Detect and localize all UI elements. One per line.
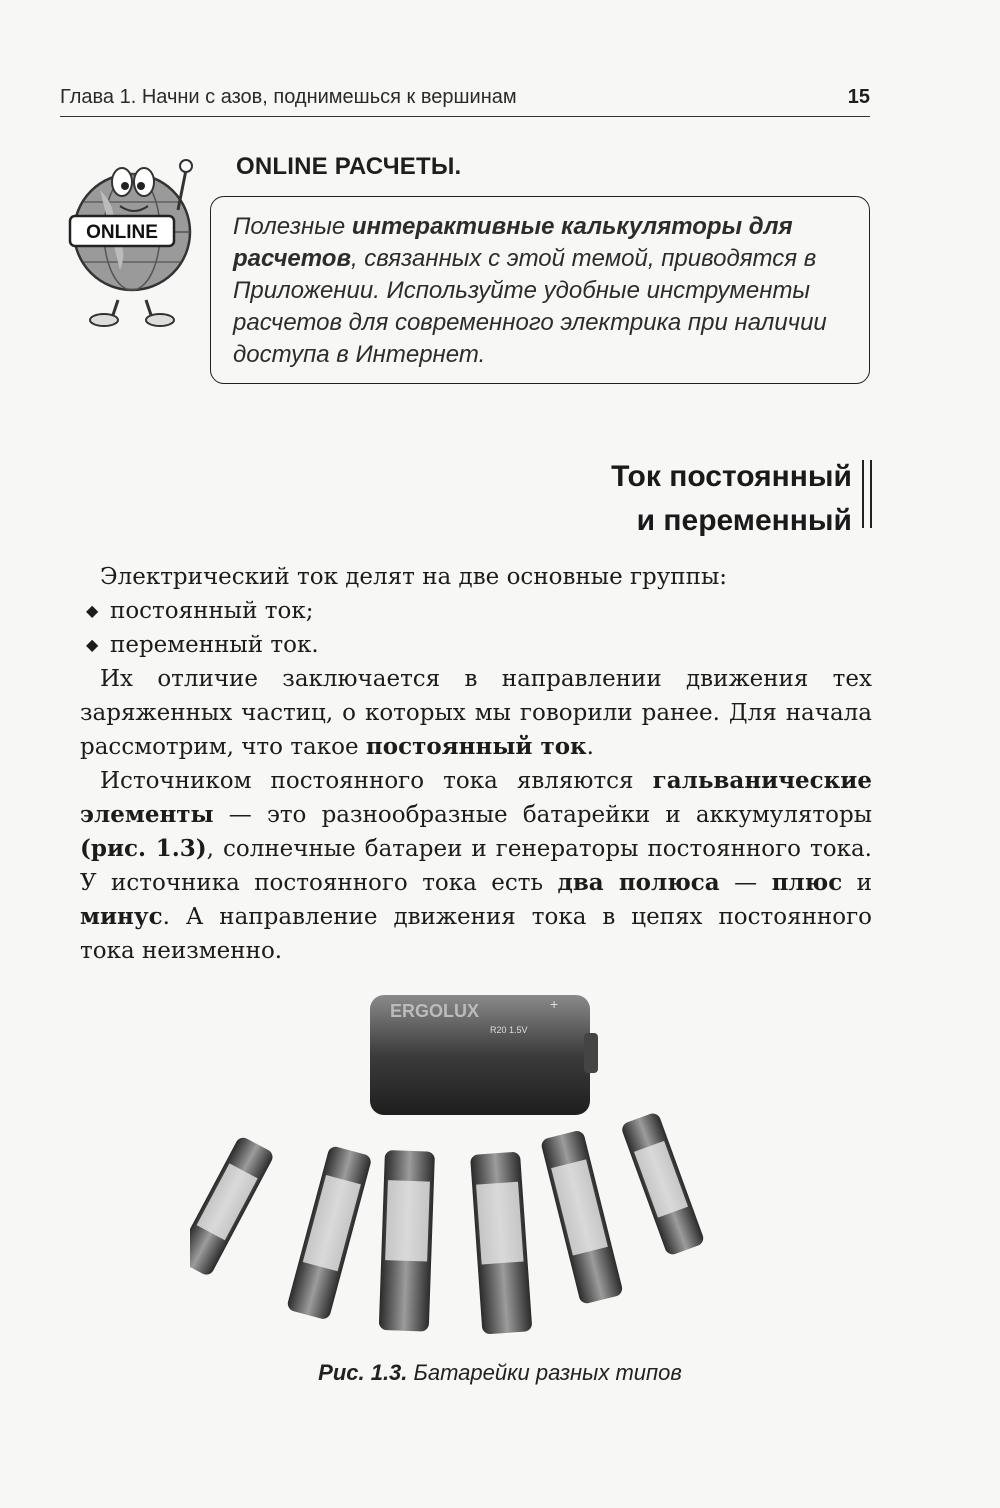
big-battery bbox=[370, 995, 598, 1115]
online-callout-box bbox=[210, 196, 870, 384]
section-heading-line-2: и переменный bbox=[636, 504, 852, 537]
battery bbox=[620, 1111, 705, 1256]
battery bbox=[286, 1145, 372, 1321]
paragraph-dc-sources: Источником постоянного тока являются гальванические элементы — это разнообразные батарейки и аккумуляторы (рис. 1.3), солнечные батареи и генераторы постоянного тока. У источника постоянного тока есть два полюса — плюс и минус. А направление движения тока в цепях постоянного тока неизменно. bbox=[80, 767, 872, 964]
section-heading-line-1: Ток постоянный bbox=[611, 460, 852, 493]
intro-paragraph: Электрический ток делят на две основные группы: bbox=[100, 564, 728, 590]
figure-caption: Рис. 1.3. Батарейки разных типов bbox=[318, 1360, 682, 1385]
battery bbox=[190, 1135, 275, 1277]
paragraph-difference: Их отличие заключается в направлении движения тех заряженных частиц, о которых мы говорили ранее. Для начала рассмотрим, что такое постоянный ток. bbox=[80, 666, 872, 760]
page-number: 15 bbox=[847, 86, 870, 108]
online-badge-text: ONLINE bbox=[86, 222, 158, 243]
big-battery-plus: + bbox=[550, 996, 559, 1012]
online-callout-text: Полезные интерактивные калькуляторы для расчетов, связанных с этой темой, приводятся в Приложении. Используйте удобные инструменты расчетов для современного электрика при наличии доступа в Интернет. bbox=[233, 213, 827, 368]
heading-double-bar bbox=[862, 460, 872, 528]
batteries-photo bbox=[190, 975, 750, 1345]
chapter-title: Глава 1. Начни с азов, поднимешься к вершинам bbox=[60, 86, 517, 108]
list-item: ◆ переменный ток. bbox=[80, 628, 872, 662]
battery bbox=[540, 1129, 624, 1305]
list-item: ◆ постоянный ток; bbox=[80, 594, 872, 628]
battery bbox=[470, 1152, 532, 1335]
big-battery-brand: ERGOLUX bbox=[390, 1001, 480, 1021]
online-globe-mascot-icon bbox=[60, 150, 200, 330]
body-text bbox=[80, 560, 872, 968]
section-heading bbox=[611, 455, 852, 543]
bullet-icon: ◆ bbox=[86, 601, 99, 620]
big-battery-label: R20 1.5V bbox=[490, 1025, 528, 1035]
battery bbox=[379, 1150, 435, 1332]
online-title: ONLINE РАСЧЕТЫ. bbox=[236, 153, 462, 180]
bullet-icon: ◆ bbox=[86, 635, 99, 654]
page-header bbox=[60, 86, 870, 117]
current-types-list bbox=[80, 594, 872, 662]
